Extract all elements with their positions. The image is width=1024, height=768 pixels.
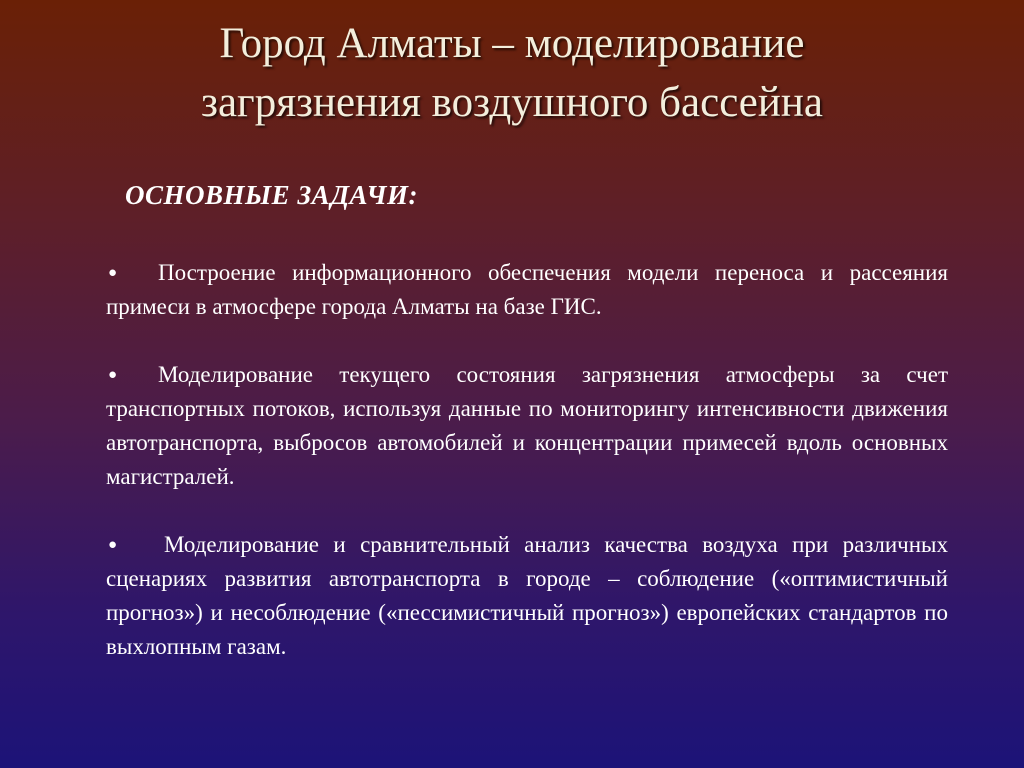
title-line-1: Город Алматы – моделирование xyxy=(219,20,805,67)
task-list xyxy=(106,256,948,664)
task-item-2 xyxy=(106,358,948,494)
task-item-text: Моделирование текущего состояния загрязнения атмосферы за счет транспортных потоков, используя данные по мониторингу интенсивности движения автотранспорта, выбросов автомобилей и концентрации примесей вдоль основных магистралей. xyxy=(106,362,948,489)
task-item-3 xyxy=(106,528,948,664)
task-item-text: Построение информационного обеспечения модели переноса и рассеяния примеси в атмосфере города Алматы на базе ГИС. xyxy=(106,260,948,319)
title-line-2: загрязнения воздушного бассейна xyxy=(200,79,823,126)
bullet-dot-icon: ● xyxy=(108,537,118,553)
bullet-dot-icon: ● xyxy=(108,265,118,281)
bullet-dot-icon: ● xyxy=(108,367,118,383)
task-item-1 xyxy=(106,256,948,324)
task-item-text: Моделирование и сравнительный анализ качества воздуха при различных сценариях развития автотранспорта в городе – соблюдение («оптимистичный прогноз») и несоблюдение («пессимистичный прогноз») европейских стандартов по выхлопным газам. xyxy=(106,532,948,659)
slide-title xyxy=(40,14,984,132)
section-heading: ОСНОВНЫЕ ЗАДАЧИ: xyxy=(125,180,419,210)
